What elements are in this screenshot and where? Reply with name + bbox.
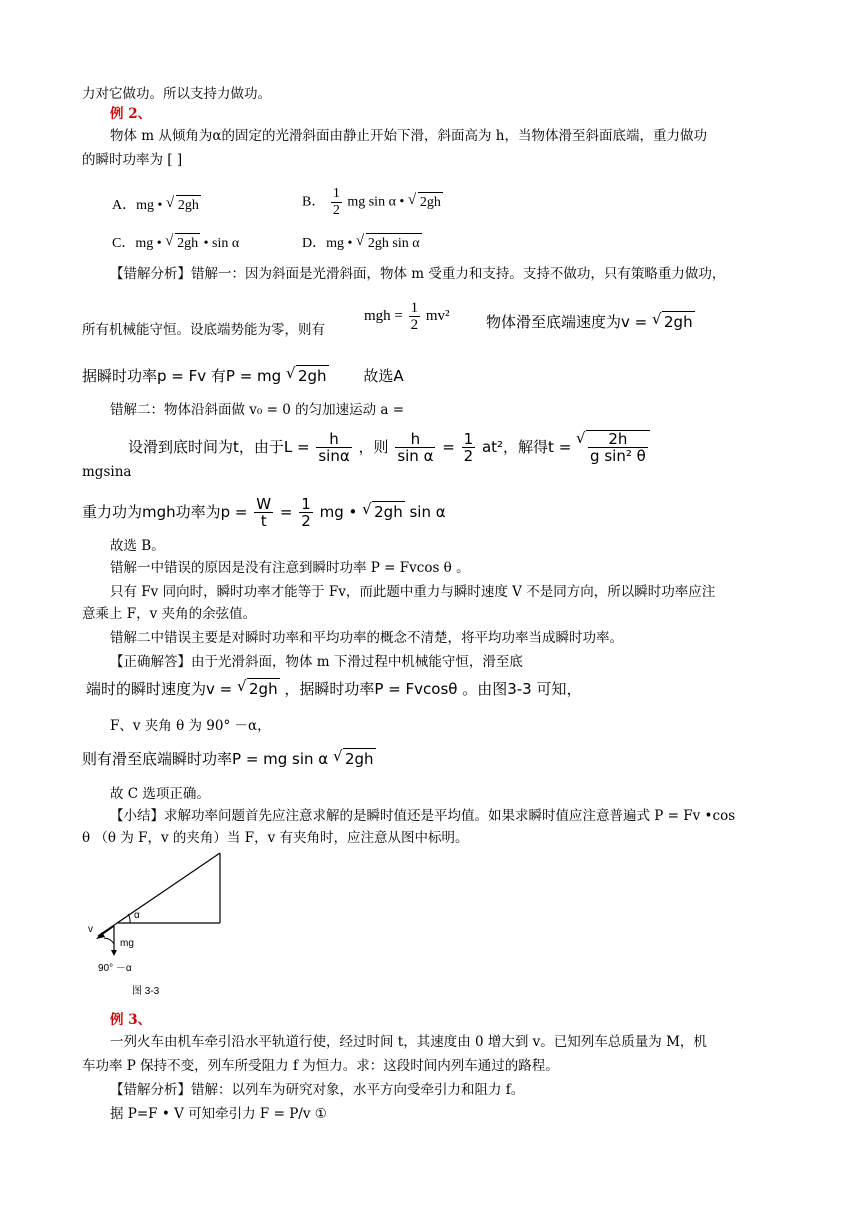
option-c-tail: • sin α [203,236,240,251]
option-b-label: B． [302,194,326,210]
energy-equation: mgh = $\frac{1}{2}$ mv² [364,300,450,333]
incline-figure [82,848,232,1000]
alpha-arc [128,914,130,923]
option-c [112,233,239,254]
text-line: 只有 Fv 同向时，瞬时功率才能等于 Fv，而此题中重力与瞬时速度 V 不是同方向，所以瞬时功率应注 [110,584,716,600]
gravity-arrowhead [111,950,117,956]
correct-answer-line: 【正确解答】由于光滑斜面，物体 m 下滑过程中机械能守恒，滑至底 [110,654,523,670]
option-b-radicand: √ 2gh [418,192,443,213]
option-a-label: A．mg • [112,198,163,213]
summary-line: θ （θ 为 F，v 的夹角）当 F，v 有夹角时，应注意从图中标明。 [82,830,469,846]
example-2-title: 例 2、 [110,106,152,122]
time-equation: 设滑到底时间为t，由于L = $\frac{h}{\sin\alpha}$ ，则 $\frac{h}{\text{sin α}}$ = $\frac{1}{2}$ at²，解得t = √ $\frac{2h}{\text{g sin² θ}}$ [128,430,650,464]
error-analysis-line: 【错解分析】错解一：因为斜面是光滑斜面，物体 m 受重力和支持。支持不做功，只有策略重力做功， [110,266,726,282]
text-line: F、v 夹角 θ 为 90° －α， [110,718,271,734]
text-line: 错解二中错误主要是对瞬时功率和平均功率的概念不清楚，将平均功率当成瞬时功率。 [110,630,623,646]
text-line: 力对它做功。所以支持力做功。 [82,86,271,102]
power-equation: 据瞬时功率p = Fv 有P = mg √ 2gh 故选A [82,365,404,386]
option-b [302,186,443,219]
question-line: 物体 m 从倾角为α的固定的光滑斜面由静止开始下滑，斜面高为 h，当物体滑至斜面底端，重力做功 [110,128,707,144]
text-line: 故 C 选项正确。 [110,786,210,802]
error-two-line: 错解二：物体沿斜面做 v₀ = 0 的匀加速运动 a = [110,402,405,418]
half-num: 1 [332,186,340,201]
text-line: 故选 B。 [110,538,165,554]
summary-line: 【小结】求解功率问题首先应注意求解的是瞬时值还是平均值。如果求瞬时值应注意普遍式 P = Fv •cos [110,808,736,824]
half-den: 2 [332,203,340,218]
angle-arc [104,938,114,944]
final-power-equation: 则有滑至底端瞬时功率P = mg sin α √ 2gh [82,748,376,769]
question-line: 一列火车由机车牵引沿水平轨道行使，经过时间 t，其速度由 0 增大到 v。已知列车总质量为 M，机 [110,1034,707,1050]
option-c-radicand: √ 2gh [175,233,200,254]
text-line: 所有机械能守恒。设底端势能为零，则有 [82,322,325,338]
option-a [112,195,201,216]
velocity-equation: 物体滑至底端速度为v = √ 2gh [486,311,695,332]
speed-equation: 端时的瞬时速度为v = √ 2gh ，据瞬时功率P = Fvcosθ 。由图3-3 可知， [86,678,581,699]
question-line: 的瞬时功率为 [ ] [82,152,183,168]
example-3-title: 例 3、 [110,1012,152,1028]
mg-label: mg [120,938,134,949]
equation-line: 据 P=F • V 可知牵引力 F = P/v ① [110,1106,327,1122]
option-d-radicand: √ 2gh sin α [366,233,422,254]
figure-caption: 图 3-3 [132,986,160,997]
v-label: v [88,924,93,935]
question-line: 车功率 P 保持不变，列车所受阻力 f 为恒力。求：这段时间内列车通过的路程。 [82,1058,559,1074]
text-line: mgsina [82,464,132,480]
text-line: 意乘上 F，v 夹角的余弦值。 [82,606,257,622]
option-a-radicand: √ 2gh [176,195,201,216]
alpha-label: α [134,910,140,921]
text-line: 错解一中错误的原因是没有注意到瞬时功率 P = Fvcos θ 。 [110,560,470,576]
work-power-equation: 重力功为mgh功率为p = $\frac{W}{t}$ = $\frac{1}{2}$ mg • √ 2gh sin α [82,496,446,529]
angle-label: 90° －α [98,963,132,974]
option-c-label: C．mg • [112,236,162,251]
option-b-mid: mg sin α • [347,194,405,210]
option-d [302,233,422,254]
error-analysis-line: 【错解分析】错解：以列车为研究对象，水平方向受牵引力和阻力 f。 [110,1082,525,1098]
option-d-label: D．mg • [302,236,353,251]
